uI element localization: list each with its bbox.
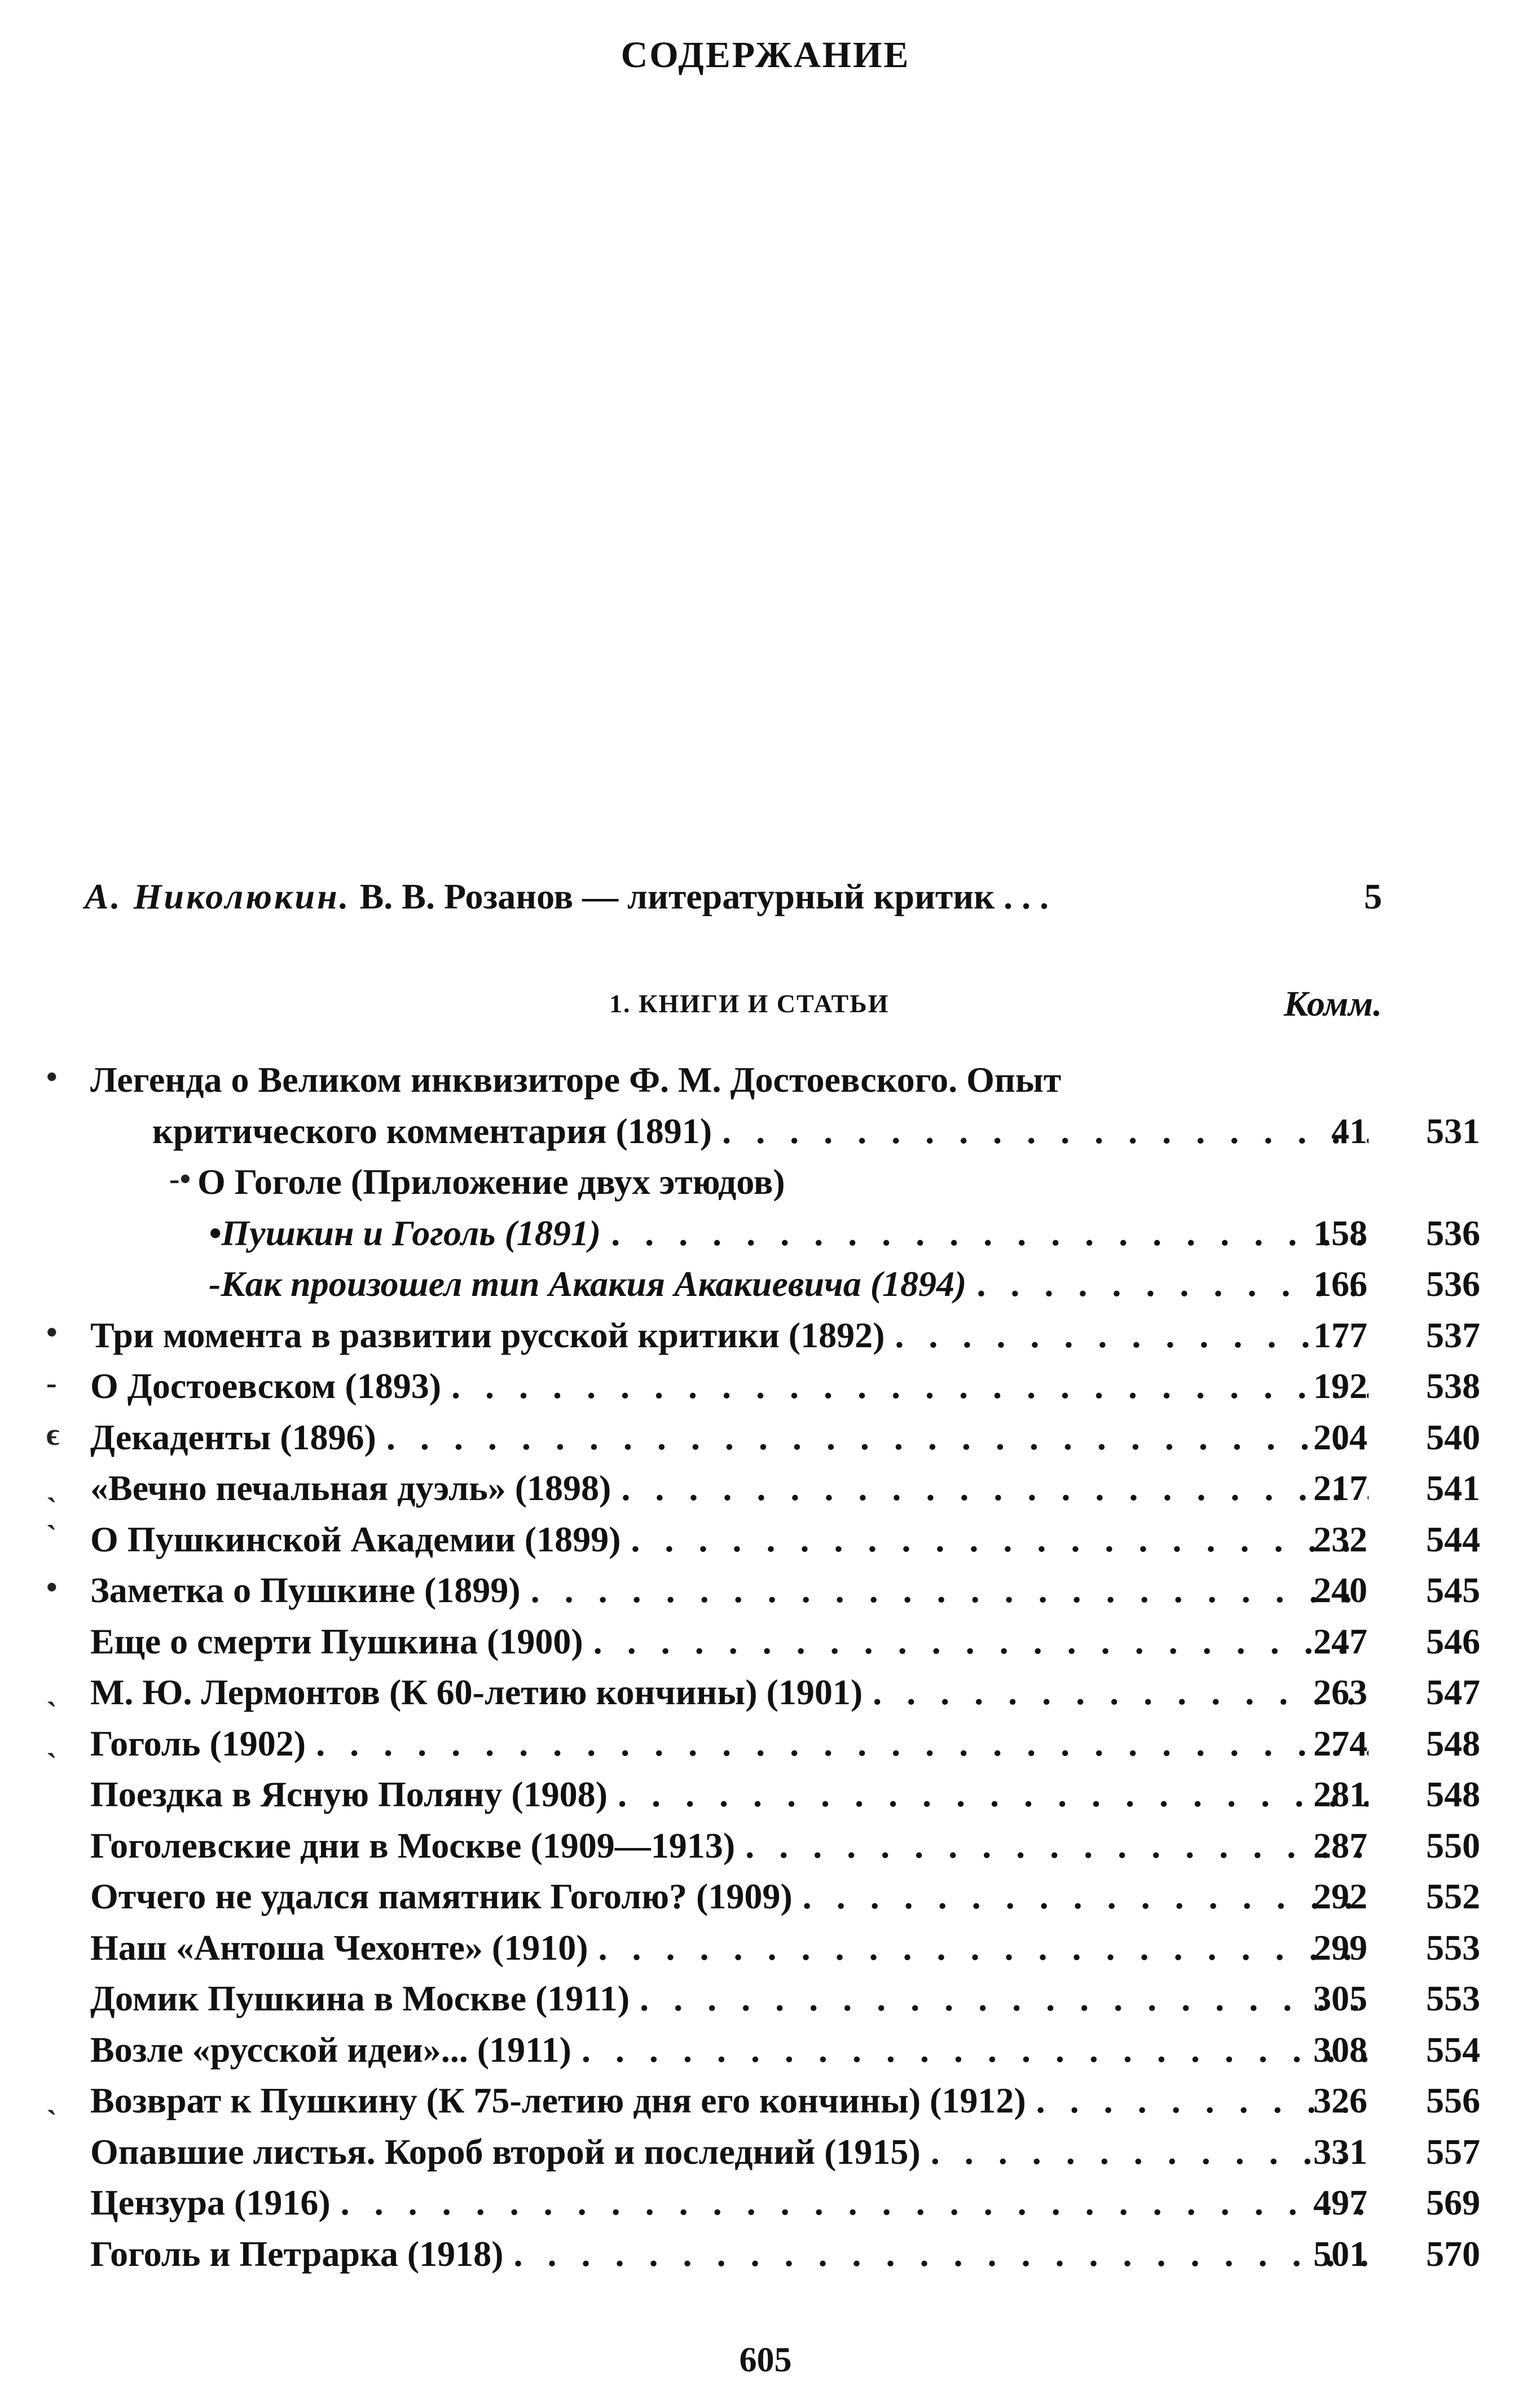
dot-leader: [386, 1412, 1369, 1463]
dot-leader: [618, 1769, 1369, 1820]
entry-page: 331: [1313, 2131, 1367, 2172]
entry-page: 217: [1313, 1468, 1367, 1508]
entry-comm-page: 569: [1426, 2182, 1480, 2222]
toc-entry: [0, 2177, 1531, 2229]
dot-leader: [745, 1820, 1369, 1871]
toc-entry: [0, 1055, 1531, 1106]
entry-title: Опавшие листья. Короб второй и последний (1915): [90, 2131, 921, 2172]
toc-entry: [0, 2025, 1531, 2076]
entry-comm-page: 537: [1426, 1315, 1480, 1355]
entry-title: Возле «русской идеи»... (1911): [90, 2029, 571, 2070]
entry-page: 240: [1313, 1570, 1367, 1610]
toc-entry: [0, 1922, 1531, 1974]
dot-leader: [316, 1718, 1369, 1769]
entry-page: 299: [1313, 1927, 1367, 1968]
entry-comm-page: 556: [1426, 2080, 1480, 2120]
toc-entry: [0, 1667, 1531, 1718]
intro-entry: [85, 871, 1382, 922]
toc-entry: [0, 1157, 1531, 1208]
entry-title: Еще о смерти Пушкина (1900): [90, 1621, 583, 1661]
entry-comm-page: 548: [1426, 1723, 1480, 1763]
intro-title: В. В. Розанов — литературный критик . . .: [359, 876, 1049, 916]
entry-title: Заметка о Пушкине (1899): [90, 1570, 521, 1610]
entry-title: Наш «Антоша Чехонте» (1910): [90, 1927, 588, 1968]
entry-page: 281: [1313, 1774, 1367, 1814]
entry-title: Гоголь (1902): [90, 1723, 306, 1763]
entry-comm-page: 554: [1426, 2029, 1480, 2070]
margin-mark: ˎ: [46, 1672, 57, 1707]
entry-comm-page: 536: [1426, 1264, 1480, 1304]
dot-leader: [531, 1565, 1369, 1616]
entry-page: 501: [1313, 2233, 1367, 2274]
entry-page: 192: [1313, 1366, 1367, 1406]
entry-title: О Гоголе (Приложение двух этюдов): [197, 1162, 785, 1202]
entry-title: Цензура (1916): [90, 2182, 331, 2222]
section-title: 1. КНИГИ И СТАТЬИ: [609, 989, 890, 1018]
entry-title: -Как произошел тип Акакия Акакиевича (1894): [209, 1264, 967, 1304]
entry-page: 287: [1313, 1825, 1367, 1865]
margin-mark: -: [46, 1366, 57, 1401]
toc-entry: [0, 1310, 1531, 1361]
margin-mark: ˎ: [46, 2080, 57, 2115]
entry-page: 204: [1313, 1417, 1367, 1457]
entry-page: 41: [1331, 1110, 1367, 1151]
footer-page-number: 605: [739, 2341, 792, 2379]
dot-leader: [631, 1514, 1369, 1565]
intro-author: А. Николюкин.: [85, 876, 351, 916]
toc-entry: [0, 2075, 1531, 2127]
toc-entry: [0, 1616, 1531, 1668]
toc-entry: [0, 1463, 1531, 1514]
toc-entry: [0, 1718, 1531, 1770]
dot-leader: [593, 1616, 1369, 1667]
entry-page: 166: [1313, 1264, 1367, 1304]
entry-comm-page: 536: [1426, 1212, 1480, 1253]
entry-comm-page: 546: [1426, 1621, 1480, 1661]
toc-entry: [0, 1820, 1531, 1872]
margin-mark: ˋ: [46, 1519, 57, 1554]
section-header: [85, 981, 1382, 1026]
margin-mark: •: [46, 1570, 58, 1605]
entry-comm-page: 548: [1426, 1774, 1480, 1814]
entry-title: критического комментария (1891): [152, 1110, 712, 1151]
entry-title: «Вечно печальная дуэль» (1898): [90, 1468, 611, 1508]
entry-page: 232: [1313, 1519, 1367, 1559]
entry-comm-page: 557: [1426, 2131, 1480, 2172]
toc-entry: [0, 1565, 1531, 1616]
entry-title: Три момента в развитии русской критики (1892): [90, 1315, 885, 1355]
entry-title: О Пушкинской Академии (1899): [90, 1519, 621, 1559]
entry-title: Гоголь и Петрарка (1918): [90, 2233, 504, 2274]
entry-title: Гоголевские дни в Москве (1909—1913): [90, 1825, 736, 1865]
commentary-column-label: Комм.: [1283, 984, 1382, 1024]
toc-entry: [0, 1769, 1531, 1820]
toc-entry: [0, 1871, 1531, 1922]
entry-page: 305: [1313, 1978, 1367, 2018]
entry-page: 247: [1313, 1621, 1367, 1661]
entry-comm-page: 547: [1426, 1672, 1480, 1712]
entry-page: 263: [1313, 1672, 1367, 1712]
entry-title: Возврат к Пушкину (К 75-летию дня его кончины) (1912): [90, 2080, 1026, 2120]
entry-title: Декаденты (1896): [90, 1417, 376, 1457]
dot-leader: [640, 1973, 1369, 2024]
dot-leader: [451, 1361, 1369, 1412]
entry-comm-page: 531: [1426, 1110, 1480, 1151]
entry-page: 308: [1313, 2029, 1367, 2070]
entry-comm-page: 552: [1426, 1876, 1480, 1916]
intro-page-number: 5: [1364, 876, 1382, 916]
toc-entry: [0, 1259, 1531, 1310]
toc-entry: [0, 1412, 1531, 1463]
entry-title: Поездка в Ясную Поляну (1908): [90, 1774, 608, 1814]
entry-page: 158: [1313, 1212, 1367, 1253]
margin-mark: ˎ: [46, 1723, 57, 1758]
entry-comm-page: 545: [1426, 1570, 1480, 1610]
dot-leader: [621, 1463, 1369, 1514]
entry-title: О Достоевском (1893): [90, 1366, 441, 1406]
entry-comm-page: 544: [1426, 1519, 1480, 1559]
entry-title: Отчего не удался памятник Гоголю? (1909): [90, 1876, 793, 1916]
dot-leader: [513, 2229, 1369, 2279]
page-title: СОДЕРЖАНИЕ: [621, 34, 910, 76]
entry-page: 326: [1313, 2080, 1367, 2120]
entry-comm-page: 570: [1426, 2233, 1480, 2274]
toc-entry: [0, 1361, 1531, 1412]
toc-entry: [0, 1973, 1531, 2025]
dot-leader: [582, 2025, 1369, 2075]
margin-mark: ˎ: [46, 1468, 57, 1503]
table-of-contents: [0, 1055, 1531, 2279]
toc-entry: [0, 2127, 1531, 2178]
toc-entry: [0, 1106, 1531, 1157]
dot-leader: [341, 2177, 1369, 2228]
entry-page: 497: [1313, 2182, 1367, 2222]
entry-title: •Пушкин и Гоголь (1891): [209, 1212, 601, 1253]
toc-entry: [0, 1208, 1531, 1259]
entry-page: 274: [1313, 1723, 1367, 1763]
entry-comm-page: 553: [1426, 1978, 1480, 2018]
margin-mark: ϵ: [46, 1417, 60, 1452]
entry-comm-page: 538: [1426, 1366, 1480, 1406]
entry-comm-page: 541: [1426, 1468, 1480, 1508]
dot-leader: [611, 1208, 1369, 1259]
margin-mark: •: [46, 1060, 58, 1095]
dot-leader: [722, 1106, 1369, 1157]
entry-title: Домик Пушкина в Москве (1911): [90, 1978, 630, 2018]
entry-comm-page: 553: [1426, 1927, 1480, 1968]
entry-page: 292: [1313, 1876, 1367, 1916]
margin-mark: -•: [169, 1162, 191, 1197]
dot-leader: [599, 1922, 1369, 1973]
entry-title: М. Ю. Лермонтов (К 60-летию кончины) (1901): [90, 1672, 863, 1712]
margin-mark: •: [46, 1315, 58, 1350]
entry-page: 177: [1313, 1315, 1367, 1355]
entry-comm-page: 550: [1426, 1825, 1480, 1865]
toc-entry: [0, 1514, 1531, 1565]
entry-title: Легенда о Великом инквизиторе Ф. М. Достоевского. Опыт: [90, 1060, 1062, 1100]
toc-entry: [0, 2229, 1531, 2280]
entry-comm-page: 540: [1426, 1417, 1480, 1457]
